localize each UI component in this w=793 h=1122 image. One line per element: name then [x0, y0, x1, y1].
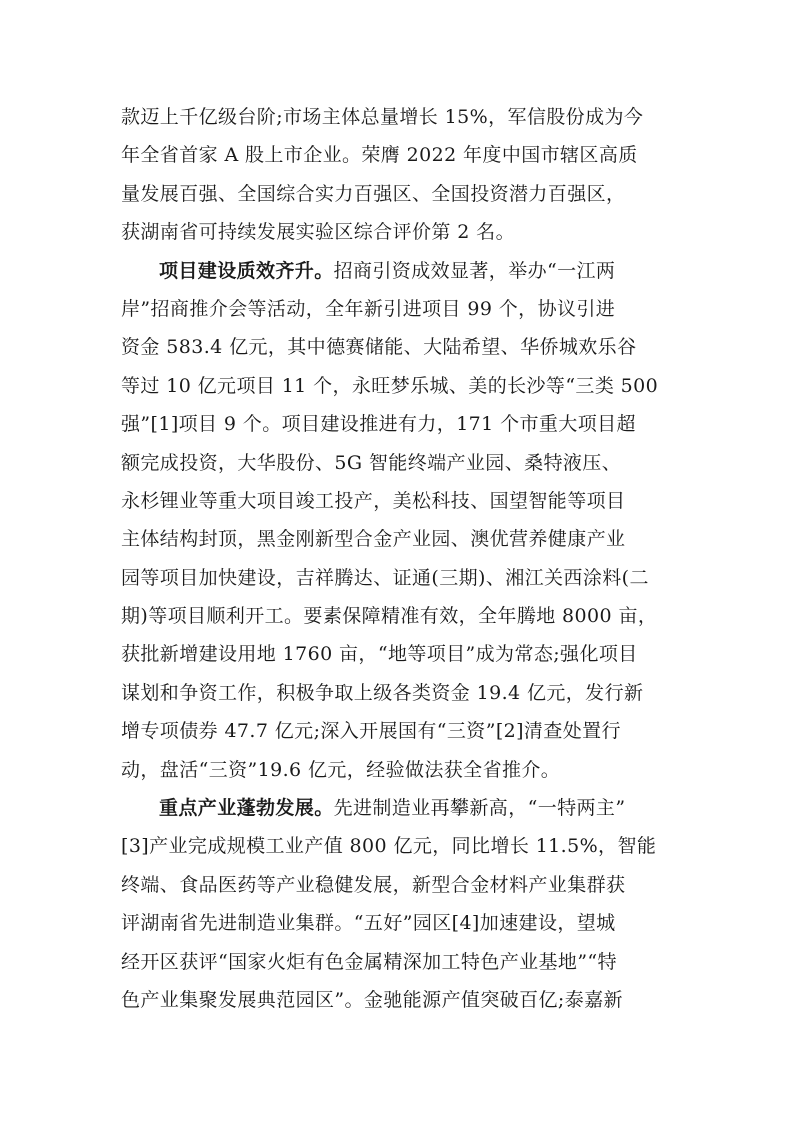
text-line: 款迈上千亿级台阶;市场主体总量增长 15%，军信股份成为今	[121, 106, 644, 128]
text-line: 评湖南省先进制造业集群。“五好”园区[4]加速建设，望城	[121, 912, 616, 935]
text-line: 强”[1]项目 9 个。项目建设推进有力，171 个市重大项目超	[121, 413, 636, 436]
text-line: 招商引资成效显著，举办“一江两	[333, 259, 616, 282]
text-line: 增专项债券 47.7 亿元;深入开展国有“三资”[2]清查处置行	[121, 720, 621, 743]
text-line: 获湖南省可持续发展实验区综合评价第 2 名。	[121, 221, 515, 244]
text-line: 园等项目加快建设，吉祥腾达、证通(三期)、湘江关西涂料(二	[121, 566, 649, 589]
text-line: 等过 10 亿元项目 11 个，永旺梦乐城、美的长沙等“三类 500	[121, 374, 659, 397]
text-line: 动，盘活“三资”19.6 亿元，经验做法获全省推介。	[121, 758, 561, 781]
text-line: [3]产业完成规模工业产值 800 亿元，同比增长 11.5%，智能	[121, 835, 657, 858]
text-line: 量发展百强、全国综合实力百强区、全国投资潜力百强区，	[121, 182, 626, 205]
paragraph-first-line	[121, 252, 681, 290]
text-line: 获批新增建设用地 1760 亩，“地等项目”成为常态;强化项目	[121, 643, 638, 666]
text-line: 岸”招商推介会等活动，全年新引进项目 99 个，协议引进	[121, 297, 616, 320]
text-line: 经开区获评“国家火炬有色金属精深加工特色产业基地”“特	[121, 950, 617, 973]
text-line: 主体结构封顶，黑金刚新型合金产业园、澳优营养健康产业	[121, 528, 626, 551]
paragraph-first-line	[121, 789, 681, 827]
paragraph-heading: 项目建设质效齐升。	[159, 259, 334, 282]
document-page	[121, 98, 681, 1019]
text-line: 额完成投资，大华股份、5G 智能终端产业园、桑特液压、	[121, 451, 622, 474]
text-line: 资金 583.4 亿元，其中德赛储能、大陆希望、华侨城欢乐谷	[121, 336, 637, 359]
text-line: 先进制造业再攀新高，“一特两主”	[333, 797, 626, 820]
text-line: 年全省首家 A 股上市企业。荣膺 2022 年度中国市辖区高质	[121, 144, 638, 167]
text-line: 永杉锂业等重大项目竣工投产，美松科技、国望智能等项目	[121, 489, 626, 512]
paragraph-heading: 重点产业蓬勃发展。	[159, 797, 334, 820]
text-line: 色产业集聚发展典范园区”。金驰能源产值突破百亿;泰嘉新	[121, 988, 623, 1011]
text-line: 终端、食品医药等产业稳健发展，新型合金材料产业集群获	[121, 873, 626, 896]
text-line: 谋划和争资工作，积极争取上级各类资金 19.4 亿元，发行新	[121, 681, 644, 704]
text-line: 期)等项目顺利开工。要素保障精准有效，全年腾地 8000 亩，	[121, 605, 658, 628]
